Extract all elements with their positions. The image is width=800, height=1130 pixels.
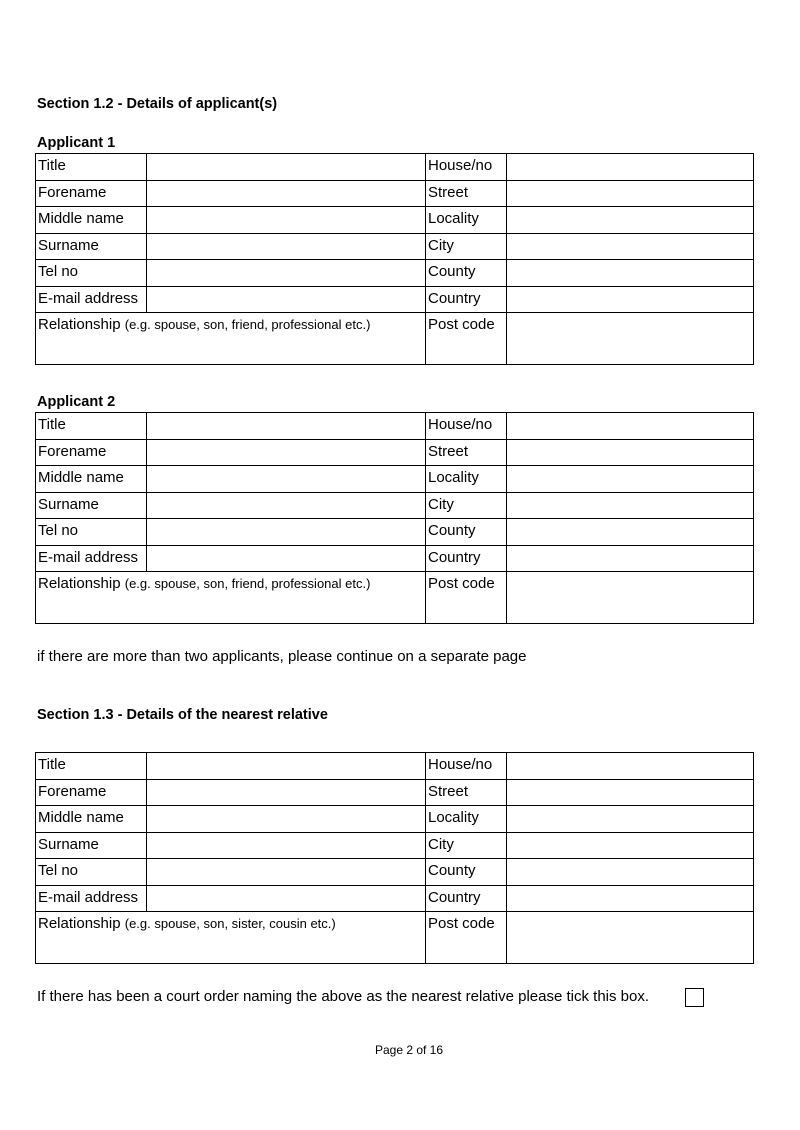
- field-label: Middle name: [36, 466, 147, 493]
- table-row: [36, 233, 754, 260]
- field-label: House/no: [426, 154, 507, 181]
- middle-name-input[interactable]: [147, 207, 426, 234]
- surname-input[interactable]: [147, 492, 426, 519]
- email-input[interactable]: [147, 545, 426, 572]
- post-code-label-cell: [426, 572, 507, 624]
- forename-input[interactable]: [147, 779, 426, 806]
- field-label: Middle name: [36, 806, 147, 833]
- field-label: Title: [36, 753, 147, 780]
- surname-input[interactable]: [147, 233, 426, 260]
- locality-input[interactable]: [507, 207, 754, 234]
- house-no-input[interactable]: [507, 154, 754, 181]
- table-row: [36, 885, 754, 912]
- field-label: Country: [426, 885, 507, 912]
- street-input[interactable]: [507, 779, 754, 806]
- field-label: Surname: [36, 492, 147, 519]
- street-input[interactable]: [507, 439, 754, 466]
- relationship-field[interactable]: [36, 912, 426, 964]
- field-label: Forename: [36, 439, 147, 466]
- title-input[interactable]: [147, 154, 426, 181]
- field-label: County: [426, 859, 507, 886]
- table-row: [36, 492, 754, 519]
- locality-input[interactable]: [507, 466, 754, 493]
- county-input[interactable]: [507, 260, 754, 287]
- field-label: City: [426, 492, 507, 519]
- field-label: Locality: [426, 466, 507, 493]
- field-label: Surname: [36, 233, 147, 260]
- email-input[interactable]: [147, 885, 426, 912]
- post-code-label-cell: [426, 313, 507, 365]
- city-input[interactable]: [507, 492, 754, 519]
- field-label: House/no: [426, 413, 507, 440]
- table-row: [36, 260, 754, 287]
- title-input[interactable]: [147, 413, 426, 440]
- page-number: Page 2 of 16: [374, 1043, 444, 1057]
- city-input[interactable]: [507, 233, 754, 260]
- table-row: [36, 832, 754, 859]
- field-label: House/no: [426, 753, 507, 780]
- post-code-input[interactable]: [507, 572, 754, 624]
- field-label: E-mail address: [36, 286, 147, 313]
- middle-name-input[interactable]: [147, 806, 426, 833]
- table-row: [36, 413, 754, 440]
- field-label: Street: [426, 439, 507, 466]
- post-code-label-cell: [426, 912, 507, 964]
- court-order-note: If there has been a court order naming the above as the nearest relative please tick this box.: [37, 988, 650, 1005]
- field-label: Tel no: [36, 519, 147, 546]
- post-code-input[interactable]: [507, 912, 754, 964]
- table-row: [36, 912, 754, 964]
- field-label: Title: [36, 413, 147, 440]
- table-row: [36, 180, 754, 207]
- house-no-input[interactable]: [507, 753, 754, 780]
- field-label: Post code: [428, 575, 495, 592]
- table-row: [36, 154, 754, 181]
- applicant-2-table: [35, 412, 754, 624]
- section-1-3-title: Section 1.3 - Details of the nearest relative: [37, 707, 328, 723]
- country-input[interactable]: [507, 545, 754, 572]
- field-label: Forename: [36, 779, 147, 806]
- field-label: Locality: [426, 207, 507, 234]
- table-row: [36, 753, 754, 780]
- tel-no-input[interactable]: [147, 260, 426, 287]
- tel-no-input[interactable]: [147, 519, 426, 546]
- field-label: City: [426, 832, 507, 859]
- field-label: Title: [36, 154, 147, 181]
- street-input[interactable]: [507, 180, 754, 207]
- field-label: Middle name: [36, 207, 147, 234]
- relationship-hint: (e.g. spouse, son, friend, professional etc.): [124, 576, 371, 591]
- table-row: [36, 572, 754, 624]
- city-input[interactable]: [507, 832, 754, 859]
- table-row: [36, 779, 754, 806]
- field-label: Surname: [36, 832, 147, 859]
- table-row: [36, 859, 754, 886]
- table-row: [36, 207, 754, 234]
- county-input[interactable]: [507, 519, 754, 546]
- table-row: [36, 806, 754, 833]
- field-label: City: [426, 233, 507, 260]
- applicant-1-table: [35, 153, 754, 365]
- field-label: Locality: [426, 806, 507, 833]
- house-no-input[interactable]: [507, 413, 754, 440]
- field-label: Country: [426, 286, 507, 313]
- field-label: Street: [426, 180, 507, 207]
- applicant-1-title: Applicant 1: [37, 135, 116, 151]
- applicant-2-title: Applicant 2: [37, 394, 116, 410]
- field-label: E-mail address: [36, 885, 147, 912]
- field-label: County: [426, 519, 507, 546]
- table-row: [36, 286, 754, 313]
- field-label: E-mail address: [36, 545, 147, 572]
- field-label: Tel no: [36, 260, 147, 287]
- country-input[interactable]: [507, 885, 754, 912]
- country-input[interactable]: [507, 286, 754, 313]
- relationship-field[interactable]: [36, 572, 426, 624]
- relationship-hint: (e.g. spouse, son, sister, cousin etc.): [124, 916, 336, 931]
- forename-input[interactable]: [147, 180, 426, 207]
- email-input[interactable]: [147, 286, 426, 313]
- court-order-checkbox[interactable]: [685, 988, 704, 1007]
- table-row: [36, 439, 754, 466]
- locality-input[interactable]: [507, 806, 754, 833]
- field-label: Post code: [428, 316, 495, 333]
- table-row: [36, 519, 754, 546]
- table-row: [36, 545, 754, 572]
- field-label: Post code: [428, 915, 495, 932]
- tel-no-input[interactable]: [147, 859, 426, 886]
- field-label: Tel no: [36, 859, 147, 886]
- section-1-2-title: Section 1.2 - Details of applicant(s): [37, 96, 278, 112]
- table-row: [36, 313, 754, 365]
- field-label: Forename: [36, 180, 147, 207]
- more-applicants-note: if there are more than two applicants, please continue on a separate page: [37, 648, 527, 665]
- relationship-label: Relationship: [38, 915, 121, 932]
- field-label: County: [426, 260, 507, 287]
- field-label: Country: [426, 545, 507, 572]
- title-input[interactable]: [147, 753, 426, 780]
- nearest-relative-table: [35, 752, 754, 964]
- relationship-field[interactable]: [36, 313, 426, 365]
- relationship-hint: (e.g. spouse, son, friend, professional etc.): [124, 317, 371, 332]
- middle-name-input[interactable]: [147, 466, 426, 493]
- county-input[interactable]: [507, 859, 754, 886]
- surname-input[interactable]: [147, 832, 426, 859]
- relationship-label: Relationship: [38, 575, 121, 592]
- table-row: [36, 466, 754, 493]
- post-code-input[interactable]: [507, 313, 754, 365]
- forename-input[interactable]: [147, 439, 426, 466]
- relationship-label: Relationship: [38, 316, 121, 333]
- field-label: Street: [426, 779, 507, 806]
